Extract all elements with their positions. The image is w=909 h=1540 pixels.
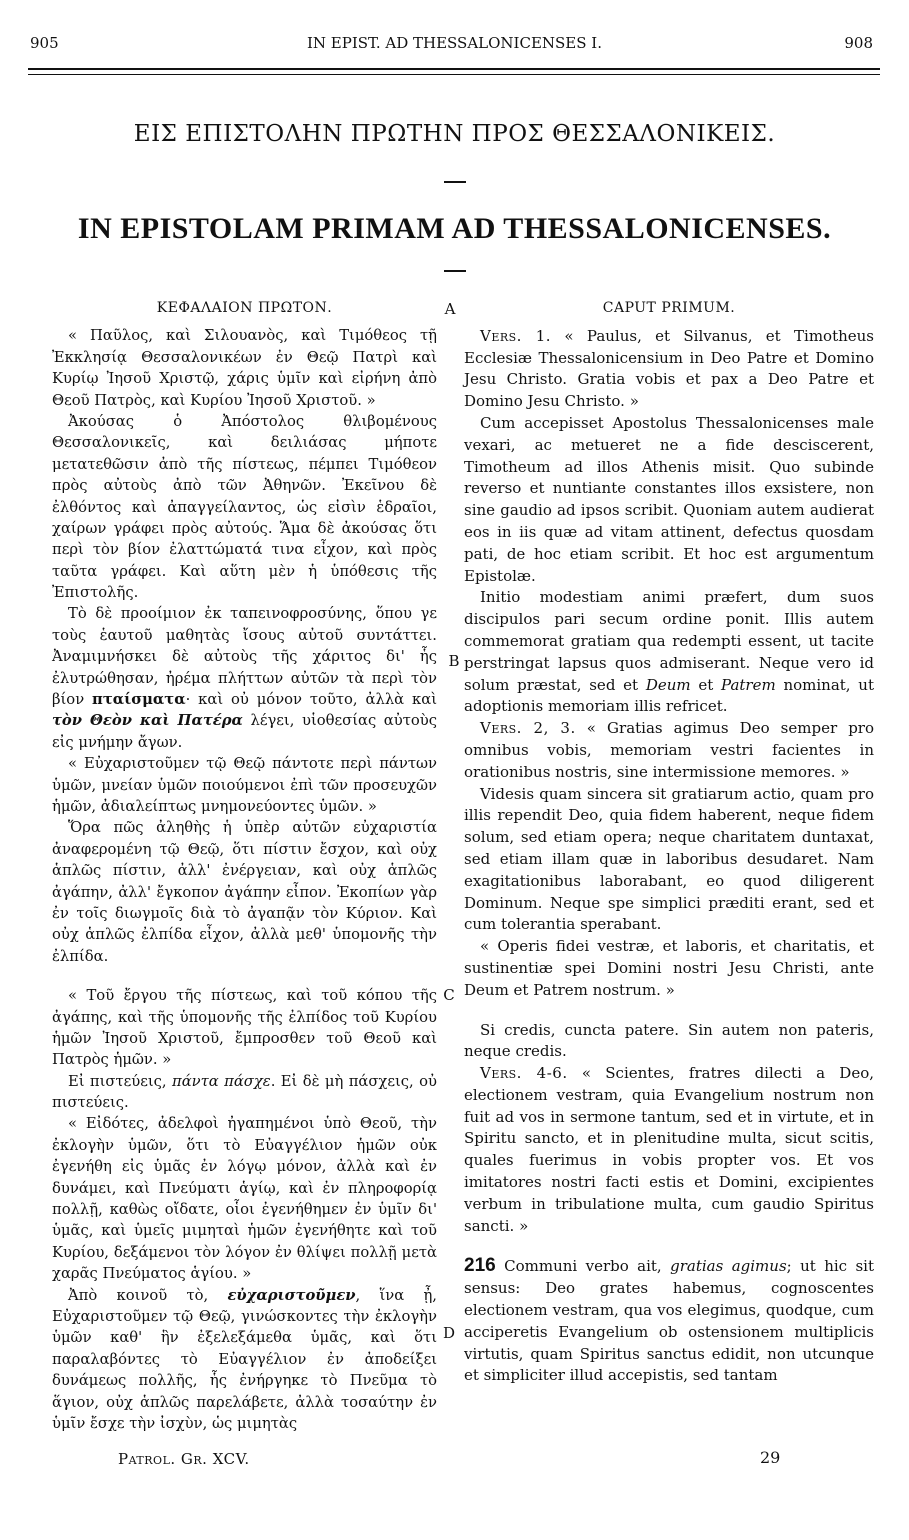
latin-paragraph [464, 326, 874, 413]
margin-letter-d: D [442, 1324, 456, 1342]
emphasis: εὐχαριστοῦμεν [227, 1286, 356, 1304]
header-rule-thin [28, 74, 880, 75]
title-latin: IN EPISTOLAM PRIMAM AD THESSALONICENSES. [77, 212, 832, 245]
text-span: · καὶ οὐ μόνον τοῦτο, ἀλλὰ καὶ [185, 691, 437, 709]
latin-paragraph [464, 587, 874, 718]
greek-chapter-heading: ΚΕΦΑΛΑΙΟΝ ΠΡΩΤΟΝ. [156, 300, 333, 316]
greek-paragraph: « Εὐχαριστοῦμεν τῷ Θεῷ πάντοτε περὶ πάντων ὑμῶν, μνείαν ὑμῶν ποιούμενοι ἐπὶ τῶν προσευχῶν ἡμῶν, ἀδιαλείπτως μνημονεύοντες ὑμῶν. » [52, 755, 437, 815]
text-span: et [690, 675, 722, 694]
latin-column [464, 298, 874, 1387]
verse-label: Vers. 1. [480, 326, 552, 345]
verse-label: Vers. 4-6. [480, 1064, 568, 1083]
text-span: ; ut hic sit sensus: Deo grates habemus, cognoscentes electionem vestram, qua vos elegimus, quodque, cum acciperetis Evangelium ob ostensionem multiplicis virtutis, quam Spiritus sanctus edidit, non utcunque et simpliciter illud accepistis, sed tantam [464, 1257, 875, 1385]
signature-text: Patrol. Gr. XCV. [118, 1450, 250, 1468]
margin-letter-a: A [444, 300, 456, 318]
text-span: nominat, ut adoptionis memoriam illis refricet. [464, 675, 874, 716]
title-dash [444, 270, 466, 272]
text-span: Communi verbo ait, [495, 1257, 671, 1276]
margin-letter-b: B [448, 652, 460, 670]
margin-letter-c: C [443, 986, 455, 1004]
text-span: « Gratias agimus Deo semper pro omnibus vobis, memoriam vestri facientes in orationibus nostris, sine intermissione memores. » [464, 719, 874, 781]
latin-paragraph [464, 1063, 874, 1237]
emphasis: Deum [645, 675, 691, 694]
greek-paragraph [52, 1071, 437, 1114]
greek-column [52, 298, 437, 1434]
emphasis: τὸν Θεὸν καὶ Πατέρα [52, 712, 243, 730]
title-greek: ΕΙΣ ΕΠΙΣΤΟΛΗΝ ΠΡΩΤΗΝ ΠΡΟΣ ΘΕΣΣΑΛΟΝΙΚΕΙΣ. [133, 121, 776, 147]
greek-paragraph: « Παῦλος, καὶ Σιλουανὸς, καὶ Τιμόθεος τῇ Ἐκκλησίᾳ Θεσσαλονικέων ἐν Θεῷ Πατρὶ καὶ Κυρίῳ Ἰησοῦ Χριστῷ, χάρις ὑμῖν καὶ εἰρήνη ἀπὸ Θεοῦ Πατρὸς, καὶ Κυρίου Ἰησοῦ Χριστοῦ. » [52, 327, 437, 409]
text-span: λέγει, υἱοθεσίας αὐτοὺς εἰς μνήμην ἄγων. [52, 712, 438, 751]
signature-mark [118, 1450, 250, 1468]
running-title: IN EPIST. AD THESSALONICENSES I. [306, 34, 602, 52]
greek-paragraph: « Εἰδότες, ἀδελφοὶ ἠγαπημένοι ὑπὸ Θεοῦ, τὴν ἐκλογὴν ὑμῶν, ὅτι τὸ Εὐαγγέλιον ἡμῶν οὐκ ἐγενήθη εἰς ὑμᾶς ἐν λόγῳ μόνον, ἀλλὰ καὶ ἐν δυνάμει, καὶ Πνεύματι ἁγίῳ, καὶ ἐν πληροφορίᾳ πολλῇ, καθὼς οἴδατε, οἷοι ἐγενήθημεν ἐν ὑμῖν δι' ὑμᾶς, καὶ ὑμεῖς μιμηταὶ ἡμῶν ἐγενήθητε καὶ τοῦ Κυρίου, δεξάμενοι τὸν λόγον ἐν θλίψει πολλῇ μετὰ χαρᾶς Πνεύματος ἁγίου. » [52, 1115, 437, 1283]
running-header [0, 34, 909, 56]
emphasis: gratias agimus [670, 1257, 787, 1276]
text-span: « Scientes, fratres dilecti a Deo, electionem vestram, quia Evangelium nostrum non fuit ad vos in sermone tantum, sed et in virtute, et in Spiritu sancto, et in plenitudine multa, sicut scitis, quales fuerimus in vobis propter vos. Et vos imitatores nostri facti estis et Domini, excipientes verbum in tribulatione multa, cum gaudio Spiritus sancti. » [464, 1064, 875, 1235]
title-dash [444, 181, 466, 183]
column-number: 216 [464, 1255, 496, 1277]
latin-paragraph [464, 718, 874, 783]
page-number-right: 908 [844, 34, 873, 52]
latin-paragraph: « Operis fidei vestræ, et laboris, et charitatis, et sustinentiæ spei Domini nostri Jesu Christi, ante Deum et Patrem nostrum. » [464, 937, 874, 999]
emphasis: πάντα πάσχε [172, 1072, 271, 1090]
verse-label: Vers. 2, 3. [480, 719, 576, 738]
text-span: Εἰ πιστεύεις, [68, 1072, 173, 1090]
greek-paragraph: « Τοῦ ἔργου τῆς πίστεως, καὶ τοῦ κόπου τῆς ἀγάπης, καὶ τῆς ὑπομονῆς τῆς ἐλπίδος τοῦ Κυρίου ἡμῶν Ἰησοῦ Χριστοῦ, ἔμπροσθεν τοῦ Θεοῦ καὶ Πατρὸς ἡμῶν. » [52, 987, 437, 1069]
page-number-left: 905 [30, 34, 59, 52]
emphasis: Patrem [721, 675, 776, 694]
latin-paragraph [464, 1255, 874, 1387]
latin-paragraph: Si credis, cuncta patere. Sin autem non pateris, neque credis. [464, 1020, 874, 1061]
latin-paragraph: Cum accepisset Apostolus Thessalonicenses male vexari, ac metueret ne a fide desciscerent, Timotheum ad illos Athenis misit. Quo subinde reverso et nuntiante constantes illos exsistere, non sine gaudio ad ipsos scribit. Quoniam autem audierat eos in iis quæ ad vitam attinent, defectus quosdam pati, de hoc etiam scribit. Et hoc est argumentum Epistolæ. [464, 413, 874, 585]
greek-paragraph [52, 603, 437, 753]
greek-paragraph: Ἀκούσας ὁ Ἀπόστολος θλιβομένους Θεσσαλονικεῖς, καὶ δειλιάσας μήποτε μετατεθῶσιν ἀπὸ τῆς πίστεως, πέμπει Τιμόθεον πρὸς αὐτοὺς ἀπὸ τῶν Ἀθηνῶν. Ἐκεῖνου δὲ ἐλθόντος καὶ ἀπαγγείλαντος, ὡς εἰσὶν ἑδραῖοι, χαίρων γράφει πρὸς αὐτούς. Ἅμα δὲ ἀκούσας ὅτι περὶ τὸν βίον ἐλαττώματά τινα εἶχον, καὶ πρὸς ταῦτα γράφει. Καὶ αὕτη μὲν ἡ ὑπόθεσις τῆς Ἐπιστολῆς. [52, 412, 437, 602]
greek-paragraph: Ὅρα πῶς ἀληθὴς ἡ ὑπὲρ αὐτῶν εὐχαριστία ἀναφερομένη τῷ Θεῷ, ὅτι πίστιν ἔσχον, καὶ οὐχ ἁπλῶς πίστιν, ἀλλ' ἐνέργειαν, καὶ οὐχ ἁπλῶς ἀγάπην, ἀλλ' ἔγκοπον ἀγάπην εἶπον. Ἐκοπίων γὰρ ἐν τοῖς διωγμοῖς διὰ τὸ ἀγαπᾷν τὸν Κύριον. Καὶ οὐχ ἁπλῶς ἐλπίδα εἶχον, ἀλλὰ μεθ' ὑπομονῆς τὴν ἐλπίδα. [52, 819, 437, 965]
text-span: . Εἰ δὲ μὴ πάσχεις, οὐ πιστεύεις. [52, 1072, 437, 1112]
text-span: Τὸ δὲ προοίμιον ἐκ ταπεινοφροσύνης, ὅπου γε τοὺς ἑαυτοῦ μαθητὰς ἴσους αὐτοῦ συντάττει. Ἀναμιμνήσκει δὲ αὐτοὺς τῆς χάριτος δι' ἧς ἐλυτρώθησαν, ἠρέμα πλήττων αὐτῶν τὰ περὶ τὸν βίον [52, 605, 437, 709]
greek-paragraph [52, 1285, 437, 1435]
latin-paragraph: Videsis quam sincera sit gratiarum actio, quam pro illis rependit Deo, quia fidem haberent, neque fidem solum, sed etiam opera; neque charitatem duntaxat, sed etiam illam quæ in laboribus desudaret. Nam exagitationibus laborabant, eo quod diligerent Dominum. Neque spe simplici præditi erant, sed et cum tolerantia sperabant. [464, 784, 874, 934]
emphasis: πταίσματα [92, 691, 186, 709]
text-span: Initio modestiam animi præfert, dum suos discipulos pari secum ordine ponit. Illis autem commemorat gratiam qua redempti essent, ut tacite perstringat lapsus quos admiserant. Neque vero id solum præstat, sed et [464, 588, 874, 694]
sheet-number: 29 [760, 1448, 781, 1467]
header-rule-thick [28, 68, 880, 70]
text-span: , ἵνα ᾖ, Εὐχαριστοῦμεν τῷ Θεῷ, γινώσκοντες τὴν ἐκλογὴν ὑμῶν καθ' ἣν ἐξελεξάμεθα ὑμᾶς, καὶ ὅτι παραλαβόντες τὸ Εὐαγγέλιον ἐν ἀποδείξει δυνάμεως πολλῆς, ἧς ἐνήργηκε τὸ Πνεῦμα τὸ ἅγιον, οὐχ ἁπλῶς παρελάβετε, ἀλλὰ τοσαύτην ἐν ὑμῖν ἔσχε τὴν ἰσχὺν, ὡς μιμητὰς [52, 1286, 437, 1432]
text-span: Ἀπὸ κοινοῦ τὸ, [68, 1286, 228, 1304]
text-span: « Paulus, et Silvanus, et Timotheus Ecclesiæ Thessalonicensium in Deo Patre et Domino Jesu Christo. Gratia vobis et pax a Deo Patre et Domino Jesu Christo. » [464, 326, 874, 411]
latin-chapter-heading: CAPUT PRIMUM. [602, 300, 736, 316]
